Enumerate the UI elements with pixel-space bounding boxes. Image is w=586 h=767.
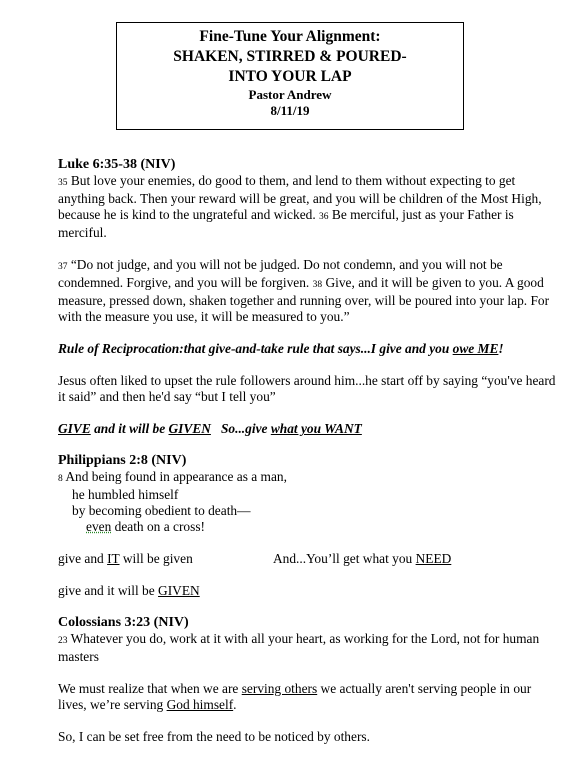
- verse-number-23: 23: [58, 636, 68, 646]
- verse-36-text: Be merciful, just as your Father is merciful.: [58, 207, 514, 240]
- realize-end: .: [233, 697, 237, 712]
- title-line-2: SHAKEN, STIRRED & POURED-: [173, 48, 407, 65]
- give-it-right: [273, 551, 451, 567]
- realize-mid: we actually aren't serving people in our lives, we’re serving: [58, 681, 532, 712]
- give-line: [58, 421, 558, 437]
- philippians-heading: Philippians 2:8 (NIV): [58, 453, 187, 468]
- give-mid: and it will be: [90, 421, 169, 436]
- final-paragraph: So, I can be set free from the need to be noticed by others.: [58, 729, 370, 744]
- philippians-line-2: he humbled himself: [72, 487, 179, 502]
- verse-35-text: But love your enemies, do good to them, and lend to them without expecting to get anything back. Then your reward will be great, and you will be children of the Most High, because he is kind to the ungrateful and wicked.: [58, 173, 542, 222]
- title-line-3: INTO YOUR LAP: [228, 68, 352, 85]
- give-it-left: [58, 551, 273, 567]
- rule-text: Rule of Reciprocation:that give-and-take rule that says...I give and you: [58, 341, 453, 356]
- it-word: IT: [107, 551, 120, 566]
- verse-number-8: 8: [58, 474, 63, 484]
- need-word: NEED: [415, 551, 452, 566]
- give-given-line: [58, 583, 558, 599]
- philippians-line-1: [58, 469, 558, 487]
- verse-23-text: Whatever you do, work at it with all your heart, as working for the Lord, not for human masters: [58, 631, 540, 664]
- luke-verses-35-36: [58, 173, 558, 241]
- title-box: [116, 22, 464, 130]
- document-body: [58, 157, 558, 745]
- give-it-post: will be given: [119, 551, 193, 566]
- given-word: GIVEN: [168, 421, 211, 436]
- rule-of-reciprocation: [58, 341, 558, 357]
- god-himself: God himself: [166, 697, 234, 712]
- given-word-2: GIVEN: [158, 583, 200, 598]
- serving-others: serving others: [241, 681, 318, 696]
- realize-pre: We must realize that when we are: [58, 681, 242, 696]
- luke-heading: Luke 6:35-38 (NIV): [58, 157, 176, 172]
- date: 8/11/19: [270, 103, 310, 118]
- title-line-1: Fine-Tune Your Alignment:: [199, 28, 381, 45]
- jesus-paragraph: Jesus often liked to upset the rule followers around him...he start off by saying “you've heard it said” and then he'd say “but I tell you”: [58, 373, 556, 404]
- verse-37-text: “Do not judge, and you will not be judged. Do not condemn, and you will not be condemned. Forgive, and you will be forgiven.: [58, 257, 503, 290]
- luke-verses-37-38: [58, 257, 558, 325]
- colossians-verse: [58, 631, 558, 665]
- realize-paragraph: [58, 681, 558, 713]
- give-it-pre: give and: [58, 551, 108, 566]
- phil-line-1-text: And being found in appearance as a man,: [62, 469, 287, 484]
- give-so: So...give: [210, 421, 271, 436]
- rule-underlined: owe ME: [452, 341, 499, 356]
- rule-end: !: [498, 341, 504, 356]
- give-word: GIVE: [58, 421, 91, 436]
- verse-38-text: Give, and it will be given to you. A good measure, pressed down, shaken together and running over, will be poured into your lap. For with the measure you use, it will be measured to you.”: [58, 275, 550, 324]
- phil-even: even: [86, 519, 112, 534]
- give-given-pre: give and it will be: [58, 583, 159, 598]
- verse-number-38: 38: [312, 280, 323, 290]
- author: Pastor Andrew: [248, 87, 332, 102]
- philippians-line-4: [58, 519, 558, 535]
- verse-number-35: 35: [58, 178, 68, 188]
- phil-line-4-rest: death on a cross!: [111, 519, 205, 534]
- want-phrase: what you WANT: [270, 421, 362, 436]
- philippians-line-3: by becoming obedient to death—: [72, 503, 251, 518]
- give-it-row: [58, 551, 558, 567]
- verse-number-36: 36: [319, 212, 329, 222]
- colossians-heading: Colossians 3:23 (NIV): [58, 615, 189, 630]
- get-what-you: And...You’ll get what you: [273, 551, 416, 566]
- verse-number-37: 37: [58, 262, 68, 272]
